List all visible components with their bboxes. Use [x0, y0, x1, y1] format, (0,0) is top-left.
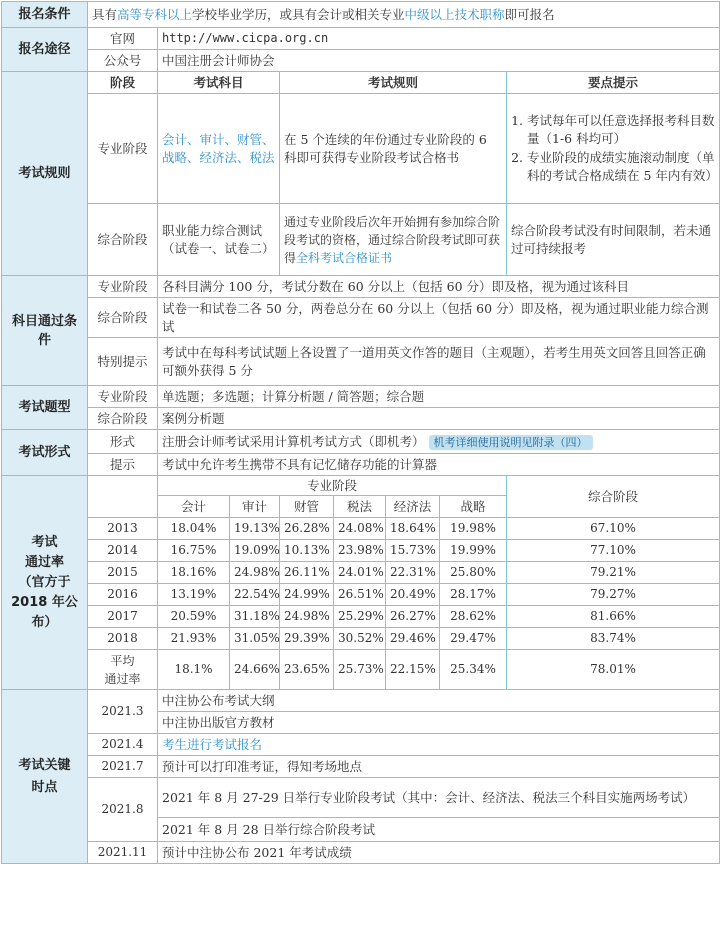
rules-tip-item: 1. 考试每年可以任意选择报考科目数量（1-6 科均可） — [527, 112, 715, 149]
rate-cell: 10.13% — [280, 540, 334, 562]
rate-cell: 19.99% — [440, 540, 507, 562]
passing-text: 考试中在每科考试试题上各设置了一道用英文作答的题目（主观题），若考生用英文回答且回答正确可额外获得 5 分 — [158, 338, 720, 386]
year-cell: 2014 — [88, 540, 158, 562]
rate-cell: 26.28% — [280, 518, 334, 540]
rules-comprehensive-rule: 通过专业阶段后次年开始拥有参加综合阶段考试的资格，通过综合阶段考试即可获得全科考试合格证书 — [280, 204, 507, 276]
question-type-stage: 综合阶段 — [88, 408, 158, 430]
comprehensive-rate-cell: 81.66% — [507, 606, 720, 628]
average-label: 平均 通过率 — [88, 650, 158, 690]
comprehensive-rate-cell: 83.74% — [507, 628, 720, 650]
rate-cell: 29.39% — [280, 628, 334, 650]
pass-rate-row — [2, 518, 720, 540]
rate-cell: 30.52% — [334, 628, 386, 650]
rules-comprehensive-tip: 综合阶段考试没有时间限制，若未通过可持续报考 — [507, 204, 720, 276]
comprehensive-rate-cell: 67.10% — [507, 518, 720, 540]
rate-cell: 16.75% — [158, 540, 230, 562]
question-types-label: 考试题型 — [2, 386, 88, 430]
timeline-item: 预计可以打印准考证，得知考场地点 — [158, 756, 720, 778]
rules-header-tips: 要点提示 — [507, 72, 720, 94]
avg-rate-cell: 22.15% — [386, 650, 440, 690]
rate-cell: 26.11% — [280, 562, 334, 584]
registration-conditions-text: 具有高等专科以上学校毕业学历，或具有会计或相关专业中级以上技术职称即可报名 — [88, 2, 720, 28]
rate-cell: 19.98% — [440, 518, 507, 540]
comprehensive-rate-cell: 77.10% — [507, 540, 720, 562]
pass-rate-corner — [88, 476, 158, 518]
website-label: 官网 — [88, 28, 158, 50]
pass-rate-label: 考试 通过率 （官方于 2018 年公布） — [2, 476, 88, 690]
rules-professional-tips — [507, 94, 720, 204]
pass-rate-row — [2, 540, 720, 562]
column-header: 战略 — [440, 496, 507, 518]
passing-text: 试卷一和试卷二各 50 分，两卷总分在 60 分以上（包括 60 分）即及格，视为通过职业能力综合测试 — [158, 298, 720, 338]
avg-rate-cell: 24.66% — [230, 650, 280, 690]
rate-cell: 25.29% — [334, 606, 386, 628]
format-tip-label: 提示 — [88, 454, 158, 476]
passing-conditions-label: 科目通过条件 — [2, 276, 88, 386]
pass-rate-average-row — [2, 650, 720, 690]
year-cell: 2017 — [88, 606, 158, 628]
rules-header-subjects: 考试科目 — [158, 72, 280, 94]
registration-channels-label: 报名途径 — [2, 28, 88, 72]
avg-rate-cell: 25.34% — [440, 650, 507, 690]
question-type-stage: 专业阶段 — [88, 386, 158, 408]
column-header: 经济法 — [386, 496, 440, 518]
rate-cell: 24.98% — [280, 606, 334, 628]
rules-header-stage: 阶段 — [88, 72, 158, 94]
year-cell: 2018 — [88, 628, 158, 650]
rules-professional-stage: 专业阶段 — [88, 94, 158, 204]
rate-cell: 31.18% — [230, 606, 280, 628]
rate-cell: 28.17% — [440, 584, 507, 606]
year-cell: 2015 — [88, 562, 158, 584]
avg-rate-cell: 23.65% — [280, 650, 334, 690]
rules-professional-rule: 在 5 个连续的年份通过专业阶段的 6 科即可获得专业阶段考试合格书 — [280, 94, 507, 204]
format-tip-text: 考试中允许考生携带不具有记忆储存功能的计算器 — [158, 454, 720, 476]
date-cell: 2021.7 — [88, 756, 158, 778]
timeline-item: 中注协出版官方教材 — [158, 712, 720, 734]
date-cell: 2021.3 — [88, 690, 158, 734]
comprehensive-rate-cell: 79.21% — [507, 562, 720, 584]
rate-cell: 22.54% — [230, 584, 280, 606]
rate-cell: 19.13% — [230, 518, 280, 540]
pass-rate-row — [2, 562, 720, 584]
avg-rate-cell: 18.1% — [158, 650, 230, 690]
column-header: 会计 — [158, 496, 230, 518]
question-type-text: 单选题；多选题；计算分析题 / 简答题；综合题 — [158, 386, 720, 408]
year-cell: 2016 — [88, 584, 158, 606]
rules-professional-subjects: 会计、审计、财管、战略、经济法、税法 — [158, 94, 280, 204]
question-type-text: 案例分析题 — [158, 408, 720, 430]
pass-rate-professional-header: 专业阶段 — [158, 476, 507, 496]
timeline-item: 2021 年 8 月 28 日举行综合阶段考试 — [158, 818, 720, 842]
rate-cell: 24.98% — [230, 562, 280, 584]
year-cell: 2013 — [88, 518, 158, 540]
pass-rate-comprehensive-header: 综合阶段 — [507, 476, 720, 518]
timeline-item: 预计中注协公布 2021 年考试成绩 — [158, 842, 720, 864]
avg-comprehensive-cell: 78.01% — [507, 650, 720, 690]
column-header: 税法 — [334, 496, 386, 518]
key-dates-label: 考试关键 时点 — [2, 690, 88, 864]
rate-cell: 18.64% — [386, 518, 440, 540]
rate-cell: 25.80% — [440, 562, 507, 584]
exam-format-label: 考试形式 — [2, 430, 88, 476]
passing-stage: 综合阶段 — [88, 298, 158, 338]
rate-cell: 28.62% — [440, 606, 507, 628]
rate-cell: 20.49% — [386, 584, 440, 606]
date-cell: 2021.4 — [88, 734, 158, 756]
rate-cell: 26.51% — [334, 584, 386, 606]
rate-cell: 21.93% — [158, 628, 230, 650]
rate-cell: 29.47% — [440, 628, 507, 650]
rate-cell: 15.73% — [386, 540, 440, 562]
rules-header-rules: 考试规则 — [280, 72, 507, 94]
timeline-item: 2021 年 8 月 27-29 日举行专业阶段考试（其中：会计、经济法、税法三个科目实施两场考试） — [158, 778, 720, 818]
rate-cell: 24.08% — [334, 518, 386, 540]
registration-conditions-label: 报名条件 — [2, 2, 88, 28]
passing-stage: 特别提示 — [88, 338, 158, 386]
rules-tip-item: 2. 专业阶段的成绩实施滚动制度（单科的考试合格成绩在 5 年内有效） — [527, 149, 715, 186]
format-form-text: 注册会计师考试采用计算机考试方式（即机考） 机考详细使用说明见附录（四） — [158, 430, 720, 454]
rate-cell: 20.59% — [158, 606, 230, 628]
comprehensive-rate-cell: 79.27% — [507, 584, 720, 606]
rate-cell: 22.31% — [386, 562, 440, 584]
format-form-label: 形式 — [88, 430, 158, 454]
passing-text: 各科目满分 100 分，考试分数在 60 分以上（包括 60 分）即及格，视为通过该科目 — [158, 276, 720, 298]
date-cell: 2021.8 — [88, 778, 158, 842]
rate-cell: 18.04% — [158, 518, 230, 540]
rules-comprehensive-stage: 综合阶段 — [88, 204, 158, 276]
timeline-item: 考生进行考试报名 — [158, 734, 720, 756]
column-header: 审计 — [230, 496, 280, 518]
rate-cell: 13.19% — [158, 584, 230, 606]
rate-cell: 24.01% — [334, 562, 386, 584]
wechat-label: 公众号 — [88, 50, 158, 72]
exam-rules-label: 考试规则 — [2, 72, 88, 276]
rate-cell: 24.99% — [280, 584, 334, 606]
passing-stage: 专业阶段 — [88, 276, 158, 298]
pass-rate-row — [2, 606, 720, 628]
pass-rate-row — [2, 584, 720, 606]
rate-cell: 18.16% — [158, 562, 230, 584]
rate-cell: 26.27% — [386, 606, 440, 628]
website-link[interactable]: http://www.cicpa.org.cn — [158, 28, 720, 50]
wechat-value: 中国注册会计师协会 — [158, 50, 720, 72]
appendix-link-badge[interactable]: 机考详细使用说明见附录（四） — [429, 435, 593, 450]
date-cell: 2021.11 — [88, 842, 158, 864]
rate-cell: 29.46% — [386, 628, 440, 650]
exam-info-table — [1, 1, 720, 864]
rate-cell: 19.09% — [230, 540, 280, 562]
rate-cell: 31.05% — [230, 628, 280, 650]
column-header: 财管 — [280, 496, 334, 518]
pass-rate-row — [2, 628, 720, 650]
timeline-item: 中注协公布考试大纲 — [158, 690, 720, 712]
rules-comprehensive-subjects: 职业能力综合测试（试卷一、试卷二） — [158, 204, 280, 276]
rate-cell: 23.98% — [334, 540, 386, 562]
avg-rate-cell: 25.73% — [334, 650, 386, 690]
